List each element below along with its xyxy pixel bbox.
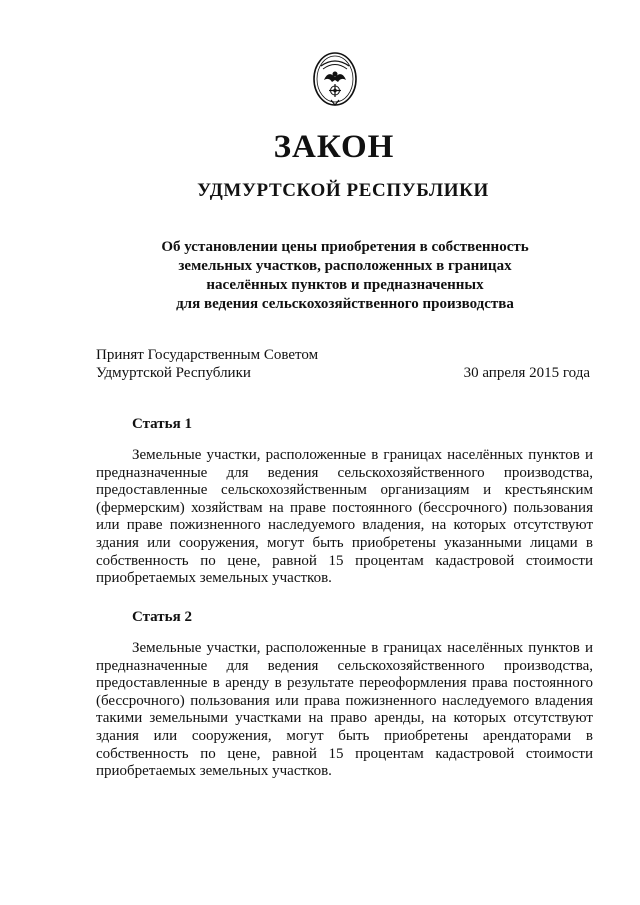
adopted-date: 30 апреля 2015 года: [463, 365, 590, 381]
law-heading-line: населённых пунктов и предназначенных: [206, 277, 484, 293]
article-2-text: Земельные участки, расположенные в границах населённых пунктов и предназначенные для ведения сельскохозяйственного производства, предоставленные в аренду в результате переоформления права постоянного (бессрочного) пользования или права пожизненного наследуемого владения такими земельными участками на право аренды, на которых отсутствуют здания или сооружения, могут быть приобретены арендаторами в собственность по цене, равной 15 процентам кадастровой стоимости приобретаемых земельных участков.: [96, 640, 593, 780]
law-heading-line: для ведения сельскохозяйственного производства: [176, 296, 514, 312]
coat-of-arms-icon: [312, 50, 358, 108]
adopted-by-block: [96, 346, 318, 382]
adopted-by-line: Удмуртской Республики: [96, 365, 251, 381]
law-heading: [150, 238, 540, 314]
article-1-title: Статья 1: [132, 416, 192, 432]
law-heading-line: земельных участков, расположенных в границах: [178, 258, 512, 274]
article-2-title: Статья 2: [132, 609, 192, 625]
document-type-title: ЗАКОН: [273, 129, 395, 165]
law-heading-line: Об установлении цены приобретения в собственность: [161, 239, 529, 255]
document-issuer-title: УДМУРТСКОЙ РЕСПУБЛИКИ: [197, 180, 489, 201]
adopted-by-line: Принят Государственным Советом: [96, 347, 319, 363]
article-1-text: Земельные участки, расположенные в границах населённых пунктов и предназначенные для ведения сельскохозяйственного производства, предоставленные сельскохозяйственным организациям и крестьянским (фермерским) хозяйствам на праве постоянного (бессрочного) пользования или праве пожизненного наследуемого владения, на которых отсутствуют здания или сооружения, могут быть приобретены указанными лицами в собственность по цене, равной 15 процентам кадастровой стоимости приобретаемых земельных участков.: [96, 447, 593, 587]
